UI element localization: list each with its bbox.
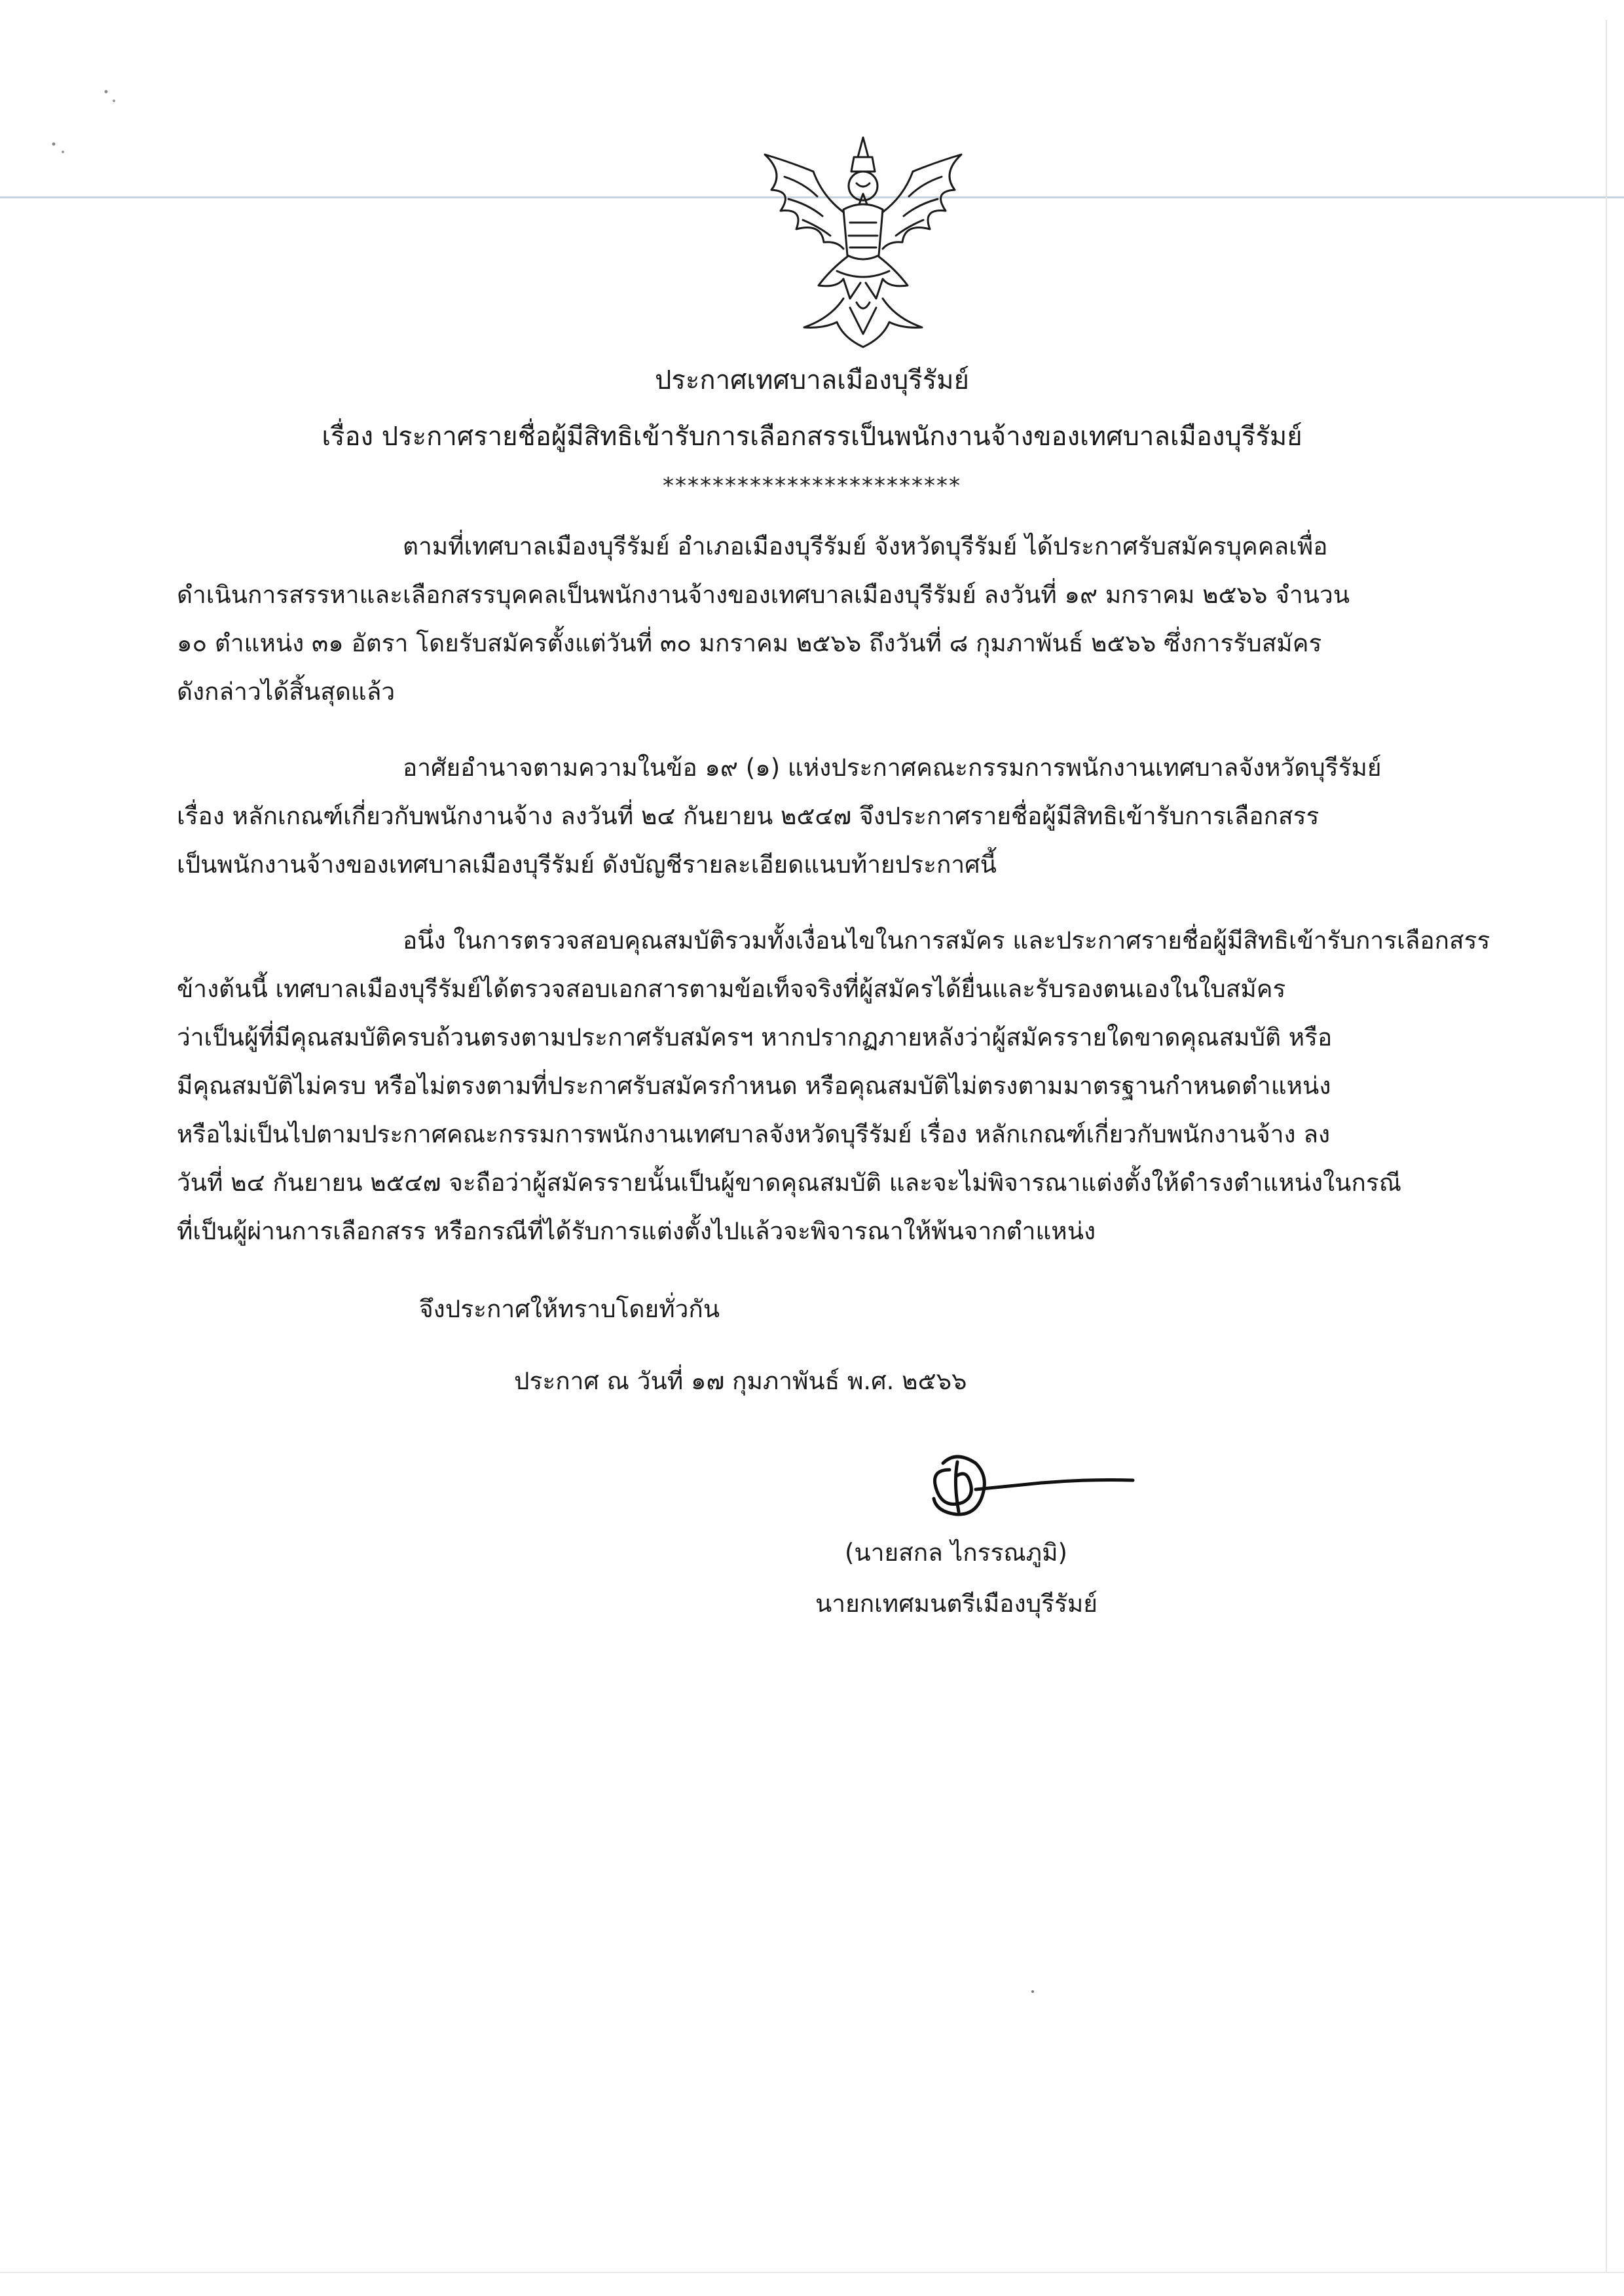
scan-speck (1031, 1990, 1034, 1993)
paragraph-line: ดำเนินการสรรหาและเลือกสรรบุคคลเป็นพนักงานจ้างของเทศบาลเมืองบุรีรัมย์ ลงวันที่ ๑๙ มกราคม ๒๕๖๖ จำนวน (177, 581, 1350, 609)
scan-specks (46, 79, 124, 170)
paragraph-line: ตามที่เทศบาลเมืองบุรีรัมย์ อำเภอเมืองบุรีรัมย์ จังหวัดบุรีรัมย์ ได้ประกาศรับสมัครบุคคลเพื่อ (403, 532, 1328, 560)
paragraph-line: ดังกล่าวได้สิ้นสุดแล้ว (177, 678, 396, 706)
page-bottom-edge (0, 2272, 1624, 2273)
paragraph-line: อาศัยอำนาจตามความในข้อ ๑๙ (๑) แห่งประกาศคณะกรรมการพนักงานเทศบาลจังหวัดบุรีรัมย์ (403, 754, 1382, 782)
paragraph-3 (177, 917, 1552, 1256)
paragraph-line: ว่าเป็นผู้ที่มีคุณสมบัติครบถ้วนตรงตามประกาศรับสมัครฯ หากปรากฏภายหลังว่าผู้สมัครรายใดขาดคุณสมบัติ หรือ (177, 1023, 1333, 1051)
page-right-edge (1606, 20, 1607, 2272)
announcement-title: ประกาศเทศบาลเมืองบุรีรัมย์ (655, 365, 969, 395)
paragraph-2 (177, 744, 1552, 889)
signer-name: (นายสกล ไกรรณภูมิ) (845, 1539, 1067, 1567)
paragraph-line: อนึ่ง ในการตรวจสอบคุณสมบัติรวมทั้งเงื่อนไขในการสมัคร และประกาศรายชื่อผู้มีสิทธิเข้ารับการเลือกสรร (403, 926, 1490, 955)
announcement-date: ประกาศ ณ วันที่ ๑๗ กุมภาพันธ์ พ.ศ. ๒๕๖๖ (514, 1367, 967, 1395)
paragraph-line: ข้างต้นนี้ เทศบาลเมืองบุรีรัมย์ได้ตรวจสอบเอกสารตามข้อเท็จจริงที่ผู้สมัครได้ยื่นและรับรองตนเองในใบสมัคร (177, 975, 1286, 1003)
paragraph-line: วันที่ ๒๔ กันยายน ๒๕๔๗ จะถือว่าผู้สมัครรายนั้นเป็นผู้ขาดคุณสมบัติ และจะไม่พิจารณาแต่งตั้งให้ดำรงตำแหน่งในกรณี (177, 1169, 1402, 1197)
paragraph-line: เป็นพนักงานจ้างของเทศบาลเมืองบุรีรัมย์ ดังบัญชีรายละเอียดแนบท้ายประกาศนี้ (177, 850, 997, 879)
paragraph-line: เรื่อง หลักเกณฑ์เกี่ยวกับพนักงานจ้าง ลงวันที่ ๒๔ กันยายน ๒๕๔๗ จึงประกาศรายชื่อผู้มีสิทธิเข้ารับการเลือกสรร (177, 802, 1320, 830)
paragraph-1 (177, 522, 1552, 716)
handwritten-signature (910, 1444, 1146, 1542)
paragraph-line: หรือไม่เป็นไปตามประกาศคณะกรรมการพนักงานเทศบาลจังหวัดบุรีรัมย์ เรื่อง หลักเกณฑ์เกี่ยวกับพนักงานจ้าง ลง (177, 1120, 1331, 1148)
separator-stars: ************************ (663, 473, 961, 499)
announcement-subject: เรื่อง ประกาศรายชื่อผู้มีสิทธิเข้ารับการเลือกสรรเป็นพนักงานจ้างของเทศบาลเมืองบุรีรัมย์ (322, 422, 1302, 452)
paragraph-line: ๑๐ ตำแหน่ง ๓๑ อัตรา โดยรับสมัครตั้งแต่วันที่ ๓๐ มกราคม ๒๕๖๖ ถึงวันที่ ๘ กุมภาพันธ์ ๒๕๖๖ ซึ่งการรับสมัคร (177, 629, 1322, 657)
garuda-emblem (745, 131, 981, 354)
signer-position: นายกเทศมนตรีเมืองบุรีรัมย์ (815, 1590, 1098, 1618)
paragraph-line: มีคุณสมบัติไม่ครบ หรือไม่ตรงตามที่ประกาศรับสมัครกำหนด หรือคุณสมบัติไม่ตรงตามมาตรฐานกำหนดตำแหน่ง (177, 1072, 1331, 1100)
closing-statement: จึงประกาศให้ทราบโดยทั่วกัน (419, 1295, 720, 1323)
paragraph-line: ที่เป็นผู้ผ่านการเลือกสรร หรือกรณีที่ได้รับการแต่งตั้งไปแล้วจะพิจารณาให้พ้นจากตำแหน่ง (177, 1217, 1096, 1245)
